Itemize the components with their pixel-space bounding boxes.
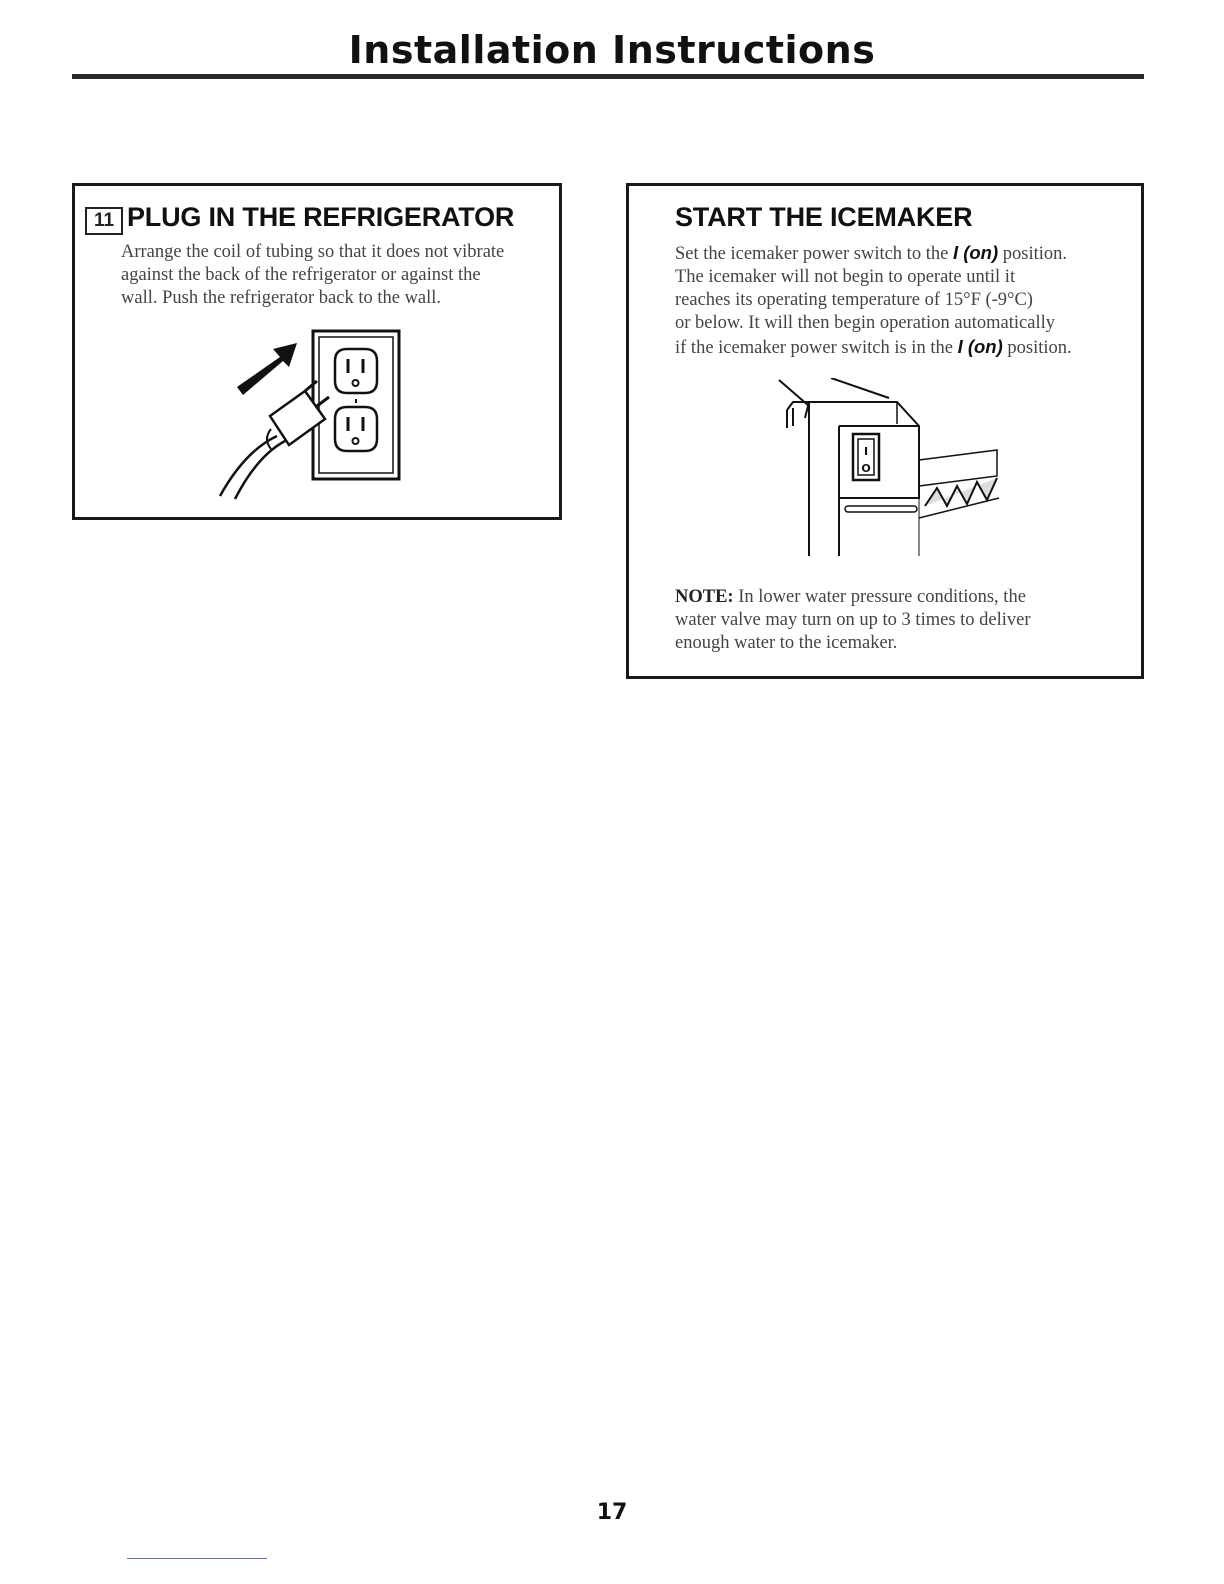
plug-in-instructions bbox=[121, 241, 504, 310]
plug-in-line-3: wall. Push the refrigerator back to the wall. bbox=[121, 288, 442, 308]
icemaker-heading: START THE ICEMAKER bbox=[675, 202, 973, 232]
title-rule bbox=[72, 74, 1144, 79]
plug-in-line-2: against the back of the refrigerator or against the bbox=[121, 265, 481, 285]
icemaker-instructions bbox=[675, 241, 1145, 360]
page-number: 17 bbox=[596, 1500, 628, 1525]
icemaker-section bbox=[626, 183, 1144, 679]
on-mark: I (on) bbox=[957, 336, 1003, 357]
note-label: NOTE: bbox=[675, 587, 734, 607]
switch-off-symbol: O bbox=[861, 462, 871, 475]
icemaker-line-5: if the icemaker power switch is in the I (on) position. bbox=[675, 336, 1072, 358]
footer-rule bbox=[127, 1558, 267, 1559]
switch-on-symbol: I bbox=[863, 445, 869, 458]
on-mark: I (on) bbox=[952, 242, 999, 263]
icemaker-line-1: Set the icemaker power switch to the I (on) position. bbox=[675, 242, 1068, 264]
icemaker-line-2: The icemaker will not begin to operate until it bbox=[675, 267, 1016, 287]
icemaker-switch-illustration bbox=[769, 378, 1009, 558]
step-number-badge: 11 bbox=[85, 207, 123, 235]
icemaker-line-3: reaches its operating temperature of 15°F (-9°C) bbox=[675, 290, 1033, 310]
note-line-3: enough water to the icemaker. bbox=[675, 633, 898, 653]
icemaker-line-4: or below. It will then begin operation automatically bbox=[675, 313, 1055, 333]
plug-outlet-illustration bbox=[185, 321, 425, 501]
plug-in-section bbox=[72, 183, 562, 520]
plug-in-heading: PLUG IN THE REFRIGERATOR bbox=[127, 202, 515, 232]
note-line-2: water valve may turn on up to 3 times to deliver bbox=[675, 610, 1031, 630]
plug-in-line-1: Arrange the coil of tubing so that it does not vibrate bbox=[121, 242, 505, 262]
note-line-1: NOTE: In lower water pressure conditions, the bbox=[675, 587, 1026, 607]
icemaker-note bbox=[675, 586, 1145, 655]
page-title: Installation Instructions bbox=[348, 28, 876, 72]
